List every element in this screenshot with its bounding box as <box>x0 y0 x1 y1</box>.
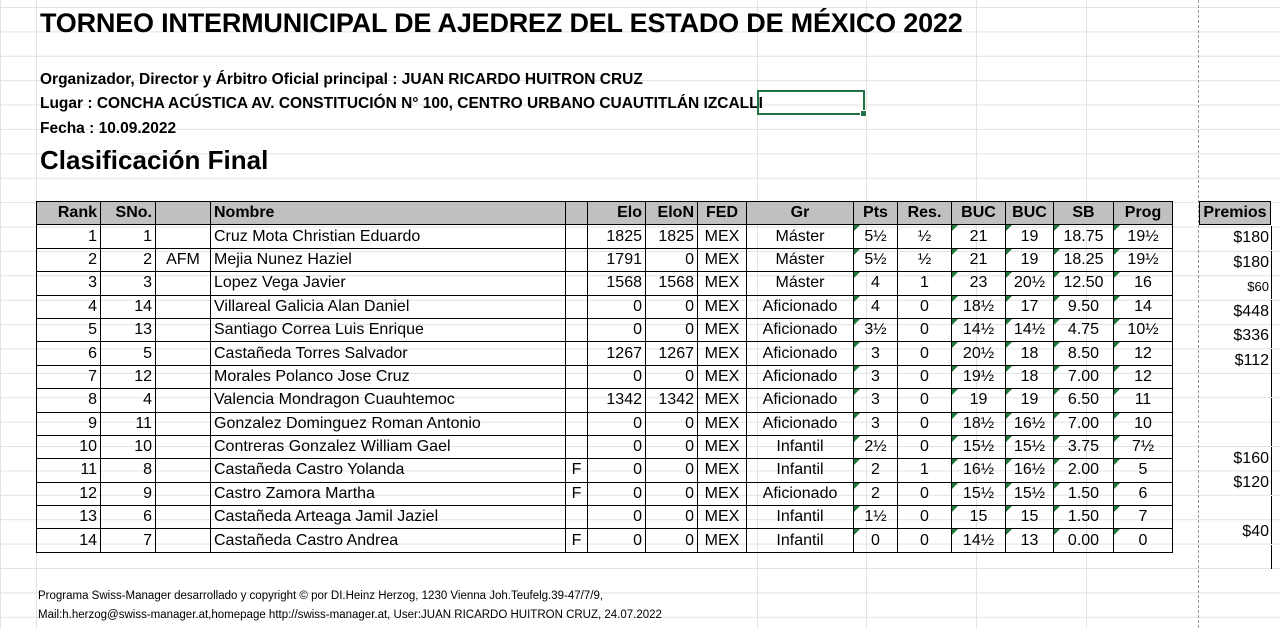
header-buc2[interactable]: BUC <box>1006 202 1054 225</box>
cell-buc2[interactable]: 15½ <box>1006 482 1054 505</box>
premio-cell[interactable]: $448 <box>1200 300 1272 324</box>
table-row <box>37 248 1173 271</box>
cell-title[interactable] <box>156 412 211 435</box>
cell-points[interactable]: 2 <box>854 459 898 482</box>
cell-points[interactable]: 3 <box>854 342 898 365</box>
cell-sb[interactable]: 2.00 <box>1054 459 1114 482</box>
cell-buc1[interactable]: 15½ <box>952 482 1006 505</box>
table-row <box>37 412 1173 435</box>
cell-points[interactable]: 0 <box>854 529 898 552</box>
cell-res[interactable]: 0 <box>898 295 952 318</box>
cell-buc1[interactable]: 15 <box>952 506 1006 529</box>
cell-sno[interactable]: 7 <box>101 529 156 552</box>
cell-sno[interactable]: 10 <box>101 435 156 458</box>
cell-fed[interactable]: MEX <box>698 365 747 388</box>
cell-name[interactable]: Santiago Correa Luis Enrique <box>211 318 566 341</box>
cell-title[interactable] <box>156 529 211 552</box>
cell-res[interactable]: 0 <box>898 412 952 435</box>
cell-name[interactable]: Villareal Galicia Alan Daniel <box>211 295 566 318</box>
cell-elon[interactable]: 0 <box>646 435 698 458</box>
cell-sb[interactable]: 7.00 <box>1054 412 1114 435</box>
cell-prog[interactable]: 19½ <box>1114 248 1173 271</box>
premio-cell[interactable]: $336 <box>1200 324 1272 348</box>
cell-buc2[interactable]: 16½ <box>1006 459 1054 482</box>
table-row <box>37 435 1173 458</box>
cell-sex[interactable] <box>566 248 588 271</box>
cell-elo[interactable]: 1568 <box>588 272 646 295</box>
cell-rank[interactable]: 6 <box>37 342 101 365</box>
cell-group[interactable]: Aficionado <box>747 318 854 341</box>
cell-elo[interactable]: 0 <box>588 529 646 552</box>
cell-res[interactable]: 0 <box>898 506 952 529</box>
cell-title[interactable] <box>156 435 211 458</box>
header-elo[interactable]: Elo <box>588 202 646 225</box>
cell-buc2[interactable]: 19 <box>1006 248 1054 271</box>
premio-cell[interactable] <box>1200 545 1272 569</box>
cell-prog[interactable]: 14 <box>1114 295 1173 318</box>
cell-buc1[interactable]: 19½ <box>952 365 1006 388</box>
header-sno[interactable]: SNo. <box>101 202 156 225</box>
cell-sb[interactable]: 4.75 <box>1054 318 1114 341</box>
standings-title[interactable]: Clasificación Final <box>40 145 269 175</box>
cell-rank[interactable]: 10 <box>37 435 101 458</box>
cell-elo[interactable]: 0 <box>588 482 646 505</box>
cell-fed[interactable]: MEX <box>698 248 747 271</box>
header-prog[interactable]: Prog <box>1114 202 1173 225</box>
cell-elon[interactable]: 1342 <box>646 389 698 412</box>
cell-sno[interactable]: 8 <box>101 459 156 482</box>
footer-copyright[interactable]: Programa Swiss-Manager desarrollado y copyright © por DI.Heinz Herzog, 1230 Vienna Joh.Teufelg.39-47/7/9, <box>38 590 604 602</box>
cell-name[interactable]: Castañeda Torres Salvador <box>211 342 566 365</box>
premio-cell[interactable]: $40 <box>1200 520 1272 544</box>
header-fed[interactable]: FED <box>698 202 747 225</box>
cell-elo[interactable]: 1791 <box>588 248 646 271</box>
premio-cell[interactable] <box>1200 422 1272 446</box>
cell-fed[interactable]: MEX <box>698 318 747 341</box>
premio-cell[interactable] <box>1200 398 1272 422</box>
cell-res[interactable]: ½ <box>898 248 952 271</box>
cell-prog[interactable]: 10 <box>1114 412 1173 435</box>
cell-res[interactable]: 0 <box>898 435 952 458</box>
cell-buc1[interactable]: 14½ <box>952 529 1006 552</box>
cell-fed[interactable]: MEX <box>698 225 747 248</box>
cell-buc1[interactable]: 18½ <box>952 295 1006 318</box>
cell-group[interactable]: Infantil <box>747 435 854 458</box>
cell-prog[interactable]: 10½ <box>1114 318 1173 341</box>
cell-elo[interactable]: 0 <box>588 459 646 482</box>
cell-sex[interactable] <box>566 318 588 341</box>
cell-group[interactable]: Aficionado <box>747 365 854 388</box>
cell-sb[interactable]: 18.75 <box>1054 225 1114 248</box>
header-sex[interactable] <box>566 202 588 225</box>
table-row <box>37 365 1173 388</box>
cell-elon[interactable]: 0 <box>646 365 698 388</box>
cell-sb[interactable]: 18.25 <box>1054 248 1114 271</box>
cell-group[interactable]: Aficionado <box>747 482 854 505</box>
standings-table <box>36 201 1173 553</box>
cell-buc1[interactable]: 21 <box>952 248 1006 271</box>
table-row <box>37 529 1173 552</box>
cell-sex[interactable]: F <box>566 529 588 552</box>
cell-group[interactable]: Infantil <box>747 459 854 482</box>
cell-sex[interactable] <box>566 412 588 435</box>
cell-elon[interactable]: 1267 <box>646 342 698 365</box>
header-sb[interactable]: SB <box>1054 202 1114 225</box>
cell-sex[interactable] <box>566 295 588 318</box>
organizer-line[interactable]: Organizador, Director y Árbitro Oficial principal : JUAN RICARDO HUITRON CRUZ <box>40 71 643 88</box>
cell-rank[interactable]: 5 <box>37 318 101 341</box>
header-group[interactable]: Gr <box>747 202 854 225</box>
cell-sb[interactable]: 3.75 <box>1054 435 1114 458</box>
cell-sno[interactable]: 6 <box>101 506 156 529</box>
cell-points[interactable]: 3 <box>854 412 898 435</box>
cell-name[interactable]: Castañeda Castro Yolanda <box>211 459 566 482</box>
cell-title[interactable] <box>156 365 211 388</box>
header-res[interactable]: Res. <box>898 202 952 225</box>
cell-sex[interactable] <box>566 272 588 295</box>
cell-elo[interactable]: 1267 <box>588 342 646 365</box>
cell-points[interactable]: 5½ <box>854 225 898 248</box>
cell-buc1[interactable]: 23 <box>952 272 1006 295</box>
cell-name[interactable]: Lopez Vega Javier <box>211 272 566 295</box>
header-buc1[interactable]: BUC <box>952 202 1006 225</box>
cell-sex[interactable] <box>566 389 588 412</box>
cell-sno[interactable]: 1 <box>101 225 156 248</box>
cell-sex[interactable] <box>566 342 588 365</box>
cell-res[interactable]: 0 <box>898 389 952 412</box>
cell-group[interactable]: Máster <box>747 225 854 248</box>
cell-title[interactable] <box>156 459 211 482</box>
cell-points[interactable]: 2 <box>854 482 898 505</box>
cell-buc1[interactable]: 21 <box>952 225 1006 248</box>
cell-group[interactable]: Aficionado <box>747 295 854 318</box>
cell-elo[interactable]: 1825 <box>588 225 646 248</box>
cell-prog[interactable]: 6 <box>1114 482 1173 505</box>
cell-buc1[interactable]: 20½ <box>952 342 1006 365</box>
cell-rank[interactable]: 1 <box>37 225 101 248</box>
cell-buc2[interactable]: 20½ <box>1006 272 1054 295</box>
premio-cell[interactable] <box>1200 496 1272 520</box>
cell-name[interactable]: Valencia Mondragon Cuauhtemoc <box>211 389 566 412</box>
cell-points[interactable]: 1½ <box>854 506 898 529</box>
cell-fed[interactable]: MEX <box>698 272 747 295</box>
cell-buc2[interactable]: 19 <box>1006 225 1054 248</box>
cell-elon[interactable]: 0 <box>646 248 698 271</box>
cell-elon[interactable]: 0 <box>646 459 698 482</box>
cell-fed[interactable]: MEX <box>698 389 747 412</box>
cell-sex[interactable] <box>566 506 588 529</box>
date-line[interactable]: Fecha : 10.09.2022 <box>40 120 177 137</box>
cell-sex[interactable]: F <box>566 459 588 482</box>
cell-sb[interactable]: 1.50 <box>1054 506 1114 529</box>
cell-elon[interactable]: 1568 <box>646 272 698 295</box>
cell-sno[interactable]: 5 <box>101 342 156 365</box>
cell-group[interactable]: Infantil <box>747 506 854 529</box>
header-rank[interactable]: Rank <box>37 202 101 225</box>
cell-buc2[interactable]: 14½ <box>1006 318 1054 341</box>
cell-buc1[interactable]: 16½ <box>952 459 1006 482</box>
cell-elon[interactable]: 1825 <box>646 225 698 248</box>
cell-buc2[interactable]: 18 <box>1006 365 1054 388</box>
cell-res[interactable]: 1 <box>898 272 952 295</box>
table-row <box>37 459 1173 482</box>
premio-cell[interactable] <box>1200 373 1272 397</box>
table-row <box>37 272 1173 295</box>
cell-group[interactable]: Máster <box>747 248 854 271</box>
cell-rank[interactable]: 8 <box>37 389 101 412</box>
tournament-title[interactable]: TORNEO INTERMUNICIPAL DE AJEDREZ DEL ESTADO DE MÉXICO 2022 <box>40 8 963 38</box>
cell-prog[interactable]: 0 <box>1114 529 1173 552</box>
cell-elon[interactable]: 0 <box>646 482 698 505</box>
cell-sb[interactable]: 9.50 <box>1054 295 1114 318</box>
cell-res[interactable]: 0 <box>898 318 952 341</box>
cell-title[interactable] <box>156 295 211 318</box>
cell-title[interactable] <box>156 482 211 505</box>
cell-prog[interactable]: 7½ <box>1114 435 1173 458</box>
cell-title[interactable] <box>156 272 211 295</box>
cell-elo[interactable]: 0 <box>588 295 646 318</box>
cell-res[interactable]: 0 <box>898 529 952 552</box>
table-row <box>37 506 1173 529</box>
cell-points[interactable]: 4 <box>854 272 898 295</box>
cell-sex[interactable]: F <box>566 482 588 505</box>
header-name[interactable]: Nombre <box>211 202 566 225</box>
cell-fed[interactable]: MEX <box>698 342 747 365</box>
place-line[interactable]: Lugar : CONCHA ACÚSTICA AV. CONSTITUCIÓN N° 100, CENTRO URBANO CUAUTITLÁN IZCALLI <box>40 95 763 112</box>
cell-rank[interactable]: 4 <box>37 295 101 318</box>
table-row <box>37 342 1173 365</box>
cell-sno[interactable]: 11 <box>101 412 156 435</box>
cell-name[interactable]: Contreras Gonzalez William Gael <box>211 435 566 458</box>
page-break-line <box>1198 0 1199 628</box>
cell-sno[interactable]: 4 <box>101 389 156 412</box>
cell-buc2[interactable]: 13 <box>1006 529 1054 552</box>
cell-fed[interactable]: MEX <box>698 529 747 552</box>
cell-elo[interactable]: 0 <box>588 365 646 388</box>
cell-name[interactable]: Cruz Mota Christian Eduardo <box>211 225 566 248</box>
cell-prog[interactable]: 19½ <box>1114 225 1173 248</box>
cell-sb[interactable]: 0.00 <box>1054 529 1114 552</box>
cell-name[interactable]: Gonzalez Dominguez Roman Antonio <box>211 412 566 435</box>
cell-elo[interactable]: 0 <box>588 412 646 435</box>
cell-buc2[interactable]: 18 <box>1006 342 1054 365</box>
cell-group[interactable]: Aficionado <box>747 412 854 435</box>
cell-title[interactable] <box>156 342 211 365</box>
cell-fed[interactable]: MEX <box>698 435 747 458</box>
cell-buc2[interactable]: 17 <box>1006 295 1054 318</box>
cell-prog[interactable]: 12 <box>1114 342 1173 365</box>
cell-sno[interactable]: 14 <box>101 295 156 318</box>
cell-title[interactable] <box>156 225 211 248</box>
cell-sb[interactable]: 7.00 <box>1054 365 1114 388</box>
cell-prog[interactable]: 5 <box>1114 459 1173 482</box>
cell-sb[interactable]: 1.50 <box>1054 482 1114 505</box>
cell-sno[interactable]: 12 <box>101 365 156 388</box>
premio-cell[interactable]: $112 <box>1200 349 1272 373</box>
cell-group[interactable]: Aficionado <box>747 389 854 412</box>
cell-elo[interactable]: 0 <box>588 506 646 529</box>
cell-name[interactable]: Castañeda Castro Andrea <box>211 529 566 552</box>
cell-buc1[interactable]: 19 <box>952 389 1006 412</box>
cell-title[interactable]: AFM <box>156 248 211 271</box>
cell-elo[interactable]: 0 <box>588 435 646 458</box>
cell-group[interactable]: Infantil <box>747 529 854 552</box>
cell-rank[interactable]: 7 <box>37 365 101 388</box>
cell-name[interactable]: Castro Zamora Martha <box>211 482 566 505</box>
cell-rank[interactable]: 3 <box>37 272 101 295</box>
cell-sno[interactable]: 2 <box>101 248 156 271</box>
cell-sex[interactable] <box>566 365 588 388</box>
cell-buc2[interactable]: 15 <box>1006 506 1054 529</box>
cell-buc2[interactable]: 19 <box>1006 389 1054 412</box>
table-row <box>37 295 1173 318</box>
table-row <box>37 482 1173 505</box>
cell-fed[interactable]: MEX <box>698 506 747 529</box>
cell-elon[interactable]: 0 <box>646 506 698 529</box>
cell-buc1[interactable]: 18½ <box>952 412 1006 435</box>
cell-name[interactable]: Morales Polanco Jose Cruz <box>211 365 566 388</box>
table-row <box>37 389 1173 412</box>
cell-rank[interactable]: 14 <box>37 529 101 552</box>
footer-contact[interactable]: Mail:h.herzog@swiss-manager.at,homepage http://swiss-manager.at, User:JUAN RICARDO HUITRON CRUZ, 24.07.2022 <box>38 609 662 621</box>
cell-rank[interactable]: 12 <box>37 482 101 505</box>
cell-elo[interactable]: 0 <box>588 318 646 341</box>
cell-points[interactable]: 3 <box>854 365 898 388</box>
cell-elon[interactable]: 0 <box>646 412 698 435</box>
premio-cell[interactable]: $60 <box>1200 275 1272 299</box>
cell-rank[interactable]: 2 <box>37 248 101 271</box>
cell-res[interactable]: ½ <box>898 225 952 248</box>
cell-res[interactable]: 0 <box>898 482 952 505</box>
cell-buc1[interactable]: 14½ <box>952 318 1006 341</box>
table-row <box>37 318 1173 341</box>
cell-fed[interactable]: MEX <box>698 482 747 505</box>
cell-sno[interactable]: 9 <box>101 482 156 505</box>
cell-sex[interactable] <box>566 225 588 248</box>
premio-cell[interactable]: $120 <box>1200 471 1272 495</box>
cell-title[interactable] <box>156 318 211 341</box>
cell-sb[interactable]: 6.50 <box>1054 389 1114 412</box>
cell-prog[interactable]: 16 <box>1114 272 1173 295</box>
table-row <box>37 225 1173 248</box>
cell-prog[interactable]: 12 <box>1114 365 1173 388</box>
cell-fed[interactable]: MEX <box>698 295 747 318</box>
cell-elon[interactable]: 0 <box>646 318 698 341</box>
cell-sb[interactable]: 12.50 <box>1054 272 1114 295</box>
header-points[interactable]: Pts <box>854 202 898 225</box>
cell-group[interactable]: Aficionado <box>747 342 854 365</box>
cell-res[interactable]: 0 <box>898 342 952 365</box>
premio-cell[interactable]: $160 <box>1200 447 1272 471</box>
cell-prog[interactable]: 7 <box>1114 506 1173 529</box>
cell-rank[interactable]: 11 <box>37 459 101 482</box>
cell-points[interactable]: 2½ <box>854 435 898 458</box>
cell-fed[interactable]: MEX <box>698 412 747 435</box>
cell-name[interactable]: Mejia Nunez Haziel <box>211 248 566 271</box>
cell-rank[interactable]: 13 <box>37 506 101 529</box>
cell-buc2[interactable]: 15½ <box>1006 435 1054 458</box>
header-premios[interactable]: Premios <box>1199 201 1271 225</box>
cell-buc1[interactable]: 15½ <box>952 435 1006 458</box>
cell-res[interactable]: 0 <box>898 365 952 388</box>
cell-title[interactable] <box>156 506 211 529</box>
cell-sb[interactable]: 8.50 <box>1054 342 1114 365</box>
cell-points[interactable]: 4 <box>854 295 898 318</box>
cell-fed[interactable]: MEX <box>698 459 747 482</box>
cell-sno[interactable]: 13 <box>101 318 156 341</box>
cell-rank[interactable]: 9 <box>37 412 101 435</box>
cell-prog[interactable]: 11 <box>1114 389 1173 412</box>
cell-elon[interactable]: 0 <box>646 295 698 318</box>
cell-points[interactable]: 3 <box>854 389 898 412</box>
cell-title[interactable] <box>156 389 211 412</box>
cell-points[interactable]: 3½ <box>854 318 898 341</box>
cell-points[interactable]: 5½ <box>854 248 898 271</box>
cell-sno[interactable]: 3 <box>101 272 156 295</box>
cell-name[interactable]: Castañeda Arteaga Jamil Jaziel <box>211 506 566 529</box>
selected-cell[interactable] <box>757 90 865 115</box>
header-elon[interactable]: EloN <box>646 202 698 225</box>
cell-group[interactable]: Máster <box>747 272 854 295</box>
premio-cell[interactable]: $180 <box>1200 226 1272 250</box>
cell-buc2[interactable]: 16½ <box>1006 412 1054 435</box>
premio-cell[interactable]: $180 <box>1200 251 1272 275</box>
header-title[interactable] <box>156 202 211 225</box>
cell-sex[interactable] <box>566 435 588 458</box>
cell-res[interactable]: 1 <box>898 459 952 482</box>
cell-elon[interactable]: 0 <box>646 529 698 552</box>
cell-elo[interactable]: 1342 <box>588 389 646 412</box>
table-header-row <box>37 202 1173 225</box>
